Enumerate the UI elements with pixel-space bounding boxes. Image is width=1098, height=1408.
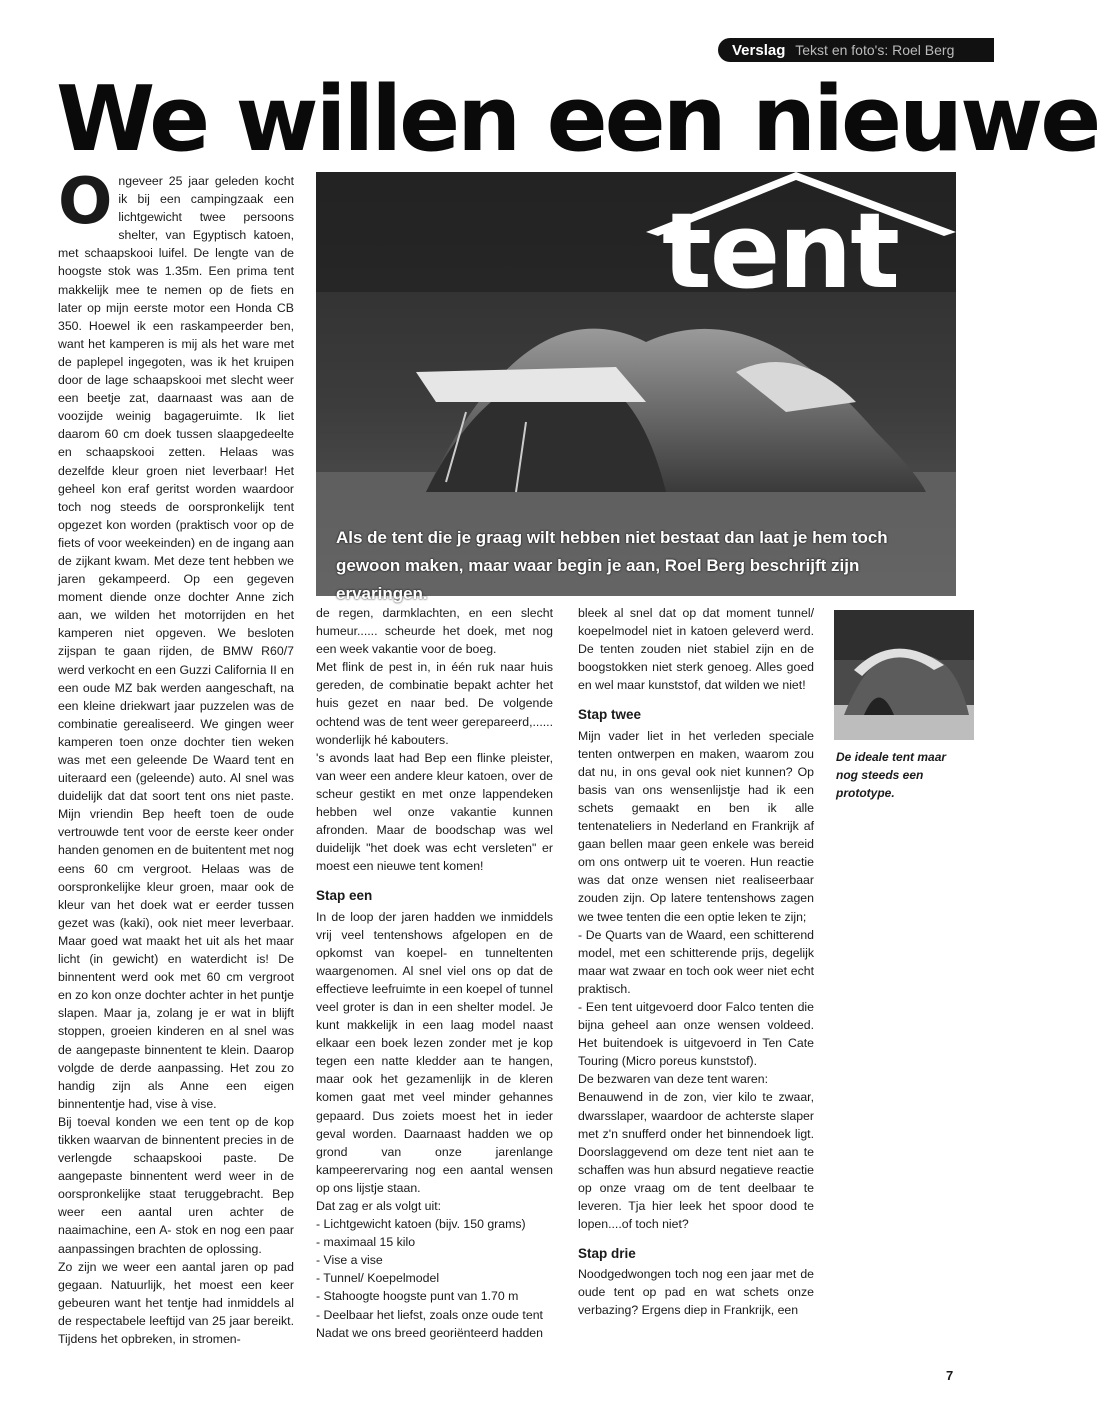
- photo-caption: Als de tent die je graag wilt hebben niet bestaat dan laat je hem toch gewoon maken, maar waar begin je aan, Roel Berg beschrijft zijn ervaringen.: [336, 528, 888, 603]
- credit-label: Tekst en foto's: Roel Berg: [795, 42, 955, 58]
- paragraph: 's avonds laat had Bep een flinke pleister, van weer een andere kleur katoen, over de scheur gestikt en met onze lappendeken hebben wel onze vakantie kunnen afronden. Maar de boodschap was wel duidelijk "het doek was echt versleten" er moest een nieuwe tent komen!: [316, 750, 553, 874]
- paragraph: bleek al snel dat op dat moment tunnel/ koepelmodel niet in katoen geleverd werd. De tenten zouden niet stabiel zijn en de boogstokken niet sterk genoeg. Alles goed en wel maar kunststof, dat wilden we niet!: [578, 606, 814, 693]
- paragraph: Mijn vader liet in het verleden speciale tenten ontwerpen en maken, waarom zou dat nu, in ons geval ook niet kunnen? Op basis van ons wensenlijstje had ik een schets gemaakt en ben ik alle tentenateliers in Nederland en Frankrijk af gaan bellen maar geen enkele was bereid om ons ontwerp uit te voeren. Hun reactie was dat onze wensen niet realiseerbaar zouden zijn. Op latere tentenshows zagen we twee tenten die een optie leken te zijn;: [578, 728, 814, 924]
- paragraph: De bezwaren van deze tent waren:: [578, 1072, 769, 1087]
- list-item: - Stahoogte hoogste punt van 1.70 m: [316, 1289, 519, 1304]
- list-item: - Vise a vise: [316, 1253, 383, 1268]
- column-2: [316, 604, 553, 1342]
- section-tag: [718, 38, 994, 62]
- prototype-caption: De ideale tent maar nog steeds een prototype.: [836, 750, 947, 800]
- list-item: - De Quarts van de Waard, een schitterend model, met een schitterende prijs, degelijk maar wat zwaar en toch ook weer niet echt praktisch.: [578, 927, 814, 996]
- prototype-tent-illustration: [834, 610, 974, 740]
- page-number: 7: [946, 1368, 954, 1383]
- paragraph: Noodgedwongen toch nog een jaar met de oude tent op pad en wat schets onze verbazing? Ergens diep in Frankrijk, een: [578, 1267, 814, 1318]
- page-title: We willen een nieuwe: [56, 67, 1098, 172]
- paragraph: Dat zag er als volgt uit:: [316, 1199, 442, 1213]
- list-item: - maximaal 15 kilo: [316, 1235, 416, 1250]
- paragraph: Benauwend in de zon, vier kilo te zwaar, dwarsslaper, waardoor de achterste slaper met z'n snufferd onder het binnendoek ligt. Doorslaggevend om deze tent niet aan te schaffen was hun absurd negatieve reactie op onze vraag om de tent deelbaar te leveren. Tja hier leek het spoor dood te lopen....of toch niet?: [578, 1090, 814, 1232]
- title-word-tent: tent: [662, 190, 899, 312]
- column-3: [578, 604, 814, 1320]
- paragraph: Zo zijn we weer een aantal jaren op pad gegaan. Natuurlijk, het moest een keer gebeuren want het tentje had inmiddels al de respectabele leeftijd van 25 jaar bereikt. Tijdens het opbreken, in stromen-: [58, 1259, 294, 1346]
- section-heading-stap-drie: Stap drie: [578, 1246, 636, 1262]
- list-item: - Deelbaar het liefst, zoals onze oude tent: [316, 1307, 543, 1322]
- section-heading-stap-een: Stap een: [316, 888, 373, 904]
- paragraph: de regen, darmklachten, en een slecht humeur...... scheurde het doek, met nog een week vakantie voor de boeg.: [316, 606, 553, 657]
- paragraph: Bij toeval konden we een tent op de kop tikken waarvan de binnentent precies in de verlengde schaapskooi paste. De aangepaste binnentent werd weer in de oorspronkelijke staat teruggebracht. Bep weer een aantal uren achter de naaimachine, een A- stok en nog een paar aanpassingen brachten de oplossing.: [58, 1114, 294, 1256]
- list-item: - Lichtgewicht katoen (bijv. 150 grams): [316, 1217, 526, 1232]
- section-label: Verslag: [732, 42, 786, 59]
- column-1: [58, 165, 294, 1348]
- section-heading-stap-twee: Stap twee: [578, 707, 642, 723]
- paragraph: Met flink de pest in, in één ruk naar huis gereden, de combinatie bepakt achter het huis gezet en naar bed. De volgende ochtend was de tent weer gerepareerd,...... wonderlijk hé kabouters.: [316, 660, 553, 747]
- prototype-photo: [834, 610, 974, 740]
- list-item: - Een tent uitgevoerd door Falco tenten die bijna geheel aan onze wensen voldeed. Het buitendoek is uitgevoerd in Ten Cate Touring (Micro poreus kunststof).: [578, 999, 814, 1069]
- drop-cap: O: [58, 165, 113, 239]
- paragraph: ngeveer 25 jaar geleden kocht ik bij een campingzaak een lichtgewicht twee persoons shelter, van Egyptisch katoen, met schaapskooi luifel. De lengte van de hoogste stok was 1.35m. Een prima tent makkelijk mee te nemen op de fiets en later op mijn eerste motor een Honda CB 350. Hoewel ik een raskampeerder ben, want het kamperen is mij als het ware met de paplepel ingegoten, was ik het kruipen door de lage schaapskooi met slecht weer een beetje zat, daarnaast was aan de voozijde weinig bagageruimte. Ik liet daarom 60 cm doek tussen slaapgedeelte en schaapskooi zetten. Helaas was dezelfde kleur groen niet leverbaar! Het geheel kon eraf geritst worden waardoor toch nog steeds de oorspronkelijk tent opgezet kon worden (praktisch voor op de fiets of voor weekeinden) en de ingang aan de zijkant kwam. Met deze tent hebben we jaren gekampeerd. Op een gegeven moment diende onze dochter Anne zich aan, we wilden het motorrijden en het kamperen niet opgeven. We besloten zijspan te gaan rijden, de BMW R60/7 werd verkocht en een Guzzi California II en een oude MZ bak werden aangeschaft, na een kleine driekwart jaar puzzelen was de combinatie gerealiseerd. We gingen weer kamperen toen onze dochter tien weken was met een geleende De Waard tent en uiteraard een (geleende) auto. Al snel was duidelijk dat dat soort tent ons niet paste. Mijn vriendin Bep heeft toen de oude vertrouwde tent voor de eerste keer onder handen genomen en de buitentent met nog eens 60 cm vergroot. Helaas was de oorspronkelijke kleur groen, maar ook de kleur van het doek wat er eerder tussen gezet was (kaki), ook niet meer leverbaar. Maar goed wat maakt het uit als het maar licht (in gewicht) en waterdicht is! De binnentent werd ook met 60 cm vergroot en zo kon onze dochter achter in het puntje slapen. Maar ja, zolang je er wat in blijft stoppen, groeien kinderen en al snel was de aangepaste binnentent te klein. Daarop volgde de derde aanpassing. Het zou zo handig zijn als Anne een eigen binnententje had, vise à vise.: [58, 174, 294, 1111]
- paragraph: Nadat we ons breed georiënteerd hadden: [316, 1325, 543, 1340]
- paragraph: In de loop der jaren hadden we inmiddels vrij veel tentenshows afgelopen en de opkomst van koepel- en tunneltenten waargenomen. Al snel viel ons op dat de effectieve leefruimte in een koepel of tunnel veel groter is dan in een shelter model. Je kunt makkelijk in een laag model naast elkaar een boek lezen zonder met je kop tegen een natte kledder aan te hangen, maar ook het gezamenlijk in de kleren komen gaat met veel minder gehannes gepaard. Dus zoiets moest het in ieder geval worden. Daarnaast hadden we op grond van onze jarenlange kampeerervaring nog een aantal wensen op ons lijstje staan.: [316, 909, 553, 1195]
- list-item: - Tunnel/ Koepelmodel: [316, 1271, 440, 1286]
